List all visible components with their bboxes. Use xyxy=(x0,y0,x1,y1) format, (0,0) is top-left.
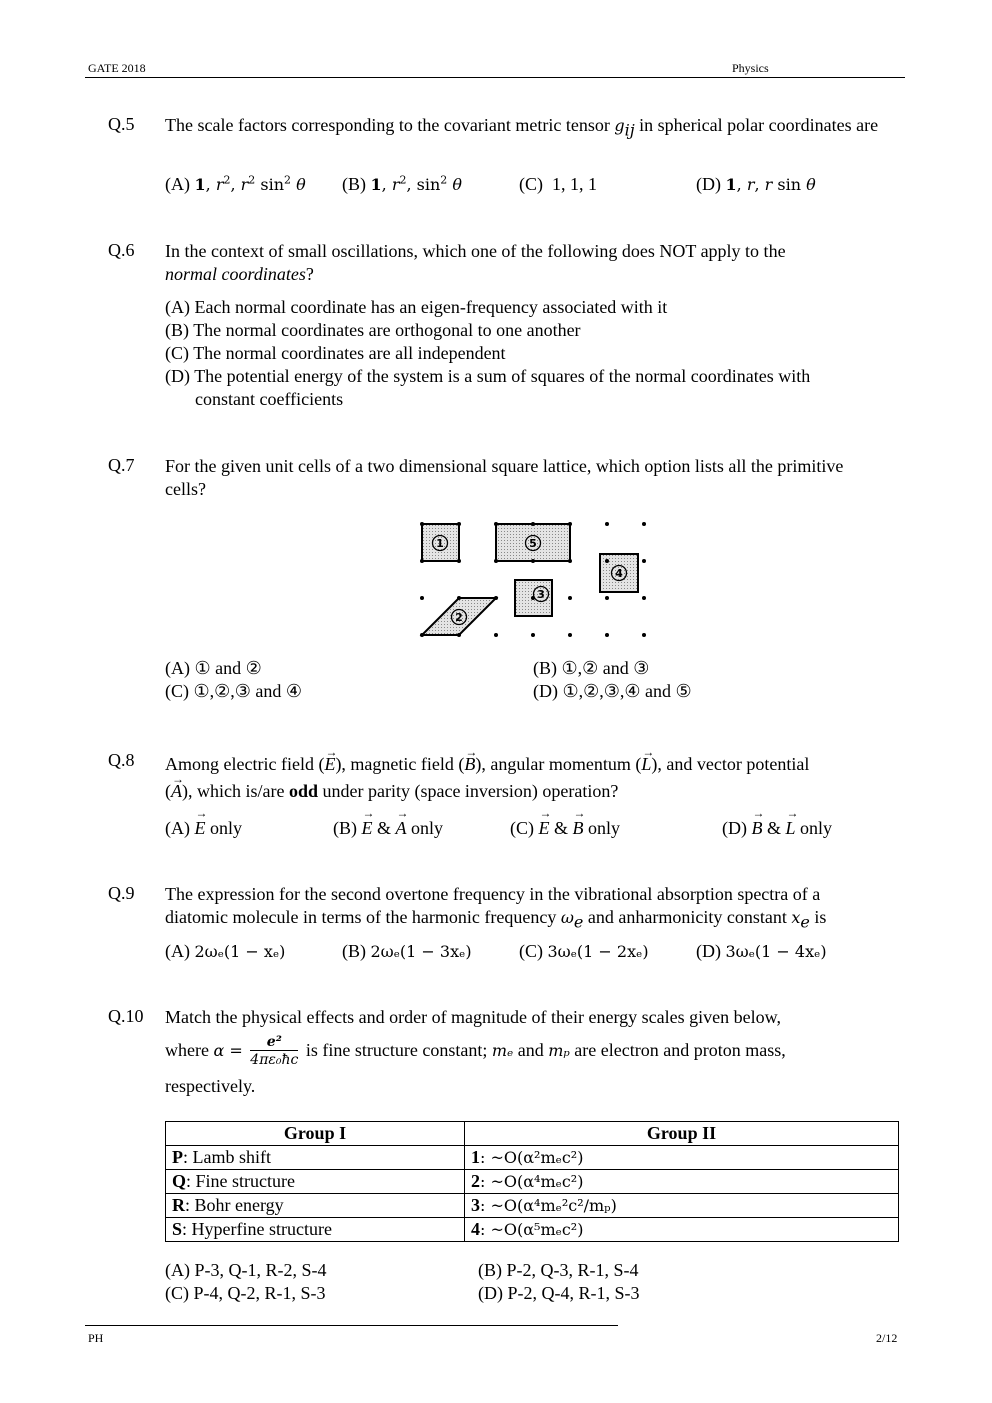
option-value: only xyxy=(406,818,444,838)
header-exam-title: GATE 2018 xyxy=(88,61,146,75)
header-rule xyxy=(85,77,905,78)
question-text-part: where xyxy=(165,1040,214,1060)
row-key: P xyxy=(172,1147,183,1167)
option-d[interactable] xyxy=(165,366,810,387)
question-text-part: The scale factors corresponding to the covariant metric tensor xyxy=(165,115,615,135)
option-a[interactable] xyxy=(165,297,667,318)
row-scale: : ~O(α⁴mₑc²) xyxy=(480,1172,584,1191)
option-value: only xyxy=(795,818,833,838)
option-label: (D) xyxy=(478,1283,503,1303)
question-text-part: ), and vector potential xyxy=(651,754,810,774)
question-text-part: ? xyxy=(305,264,314,284)
option-label: (D) xyxy=(722,818,747,838)
row-num: 1 xyxy=(471,1147,480,1167)
footer-paper-code: PH xyxy=(88,1331,104,1345)
option-value: only xyxy=(583,818,621,838)
question-text-part: Among electric field ( xyxy=(165,754,325,774)
option-value: 1, r, r sin θ xyxy=(725,175,816,194)
row-key: Q xyxy=(172,1171,187,1191)
option-value: 1, 1, 1 xyxy=(552,174,597,194)
option-c[interactable] xyxy=(165,1283,326,1304)
option-value: The potential energy of the system is a sum of squares of the normal coordinates with xyxy=(194,366,811,386)
math-symbol: mₚ xyxy=(548,1041,570,1060)
question-text-italic: normal coordinates xyxy=(165,264,306,284)
option-value: ① and ② xyxy=(194,658,262,678)
option-b[interactable] xyxy=(333,818,443,839)
math-symbol: g xyxy=(614,116,625,135)
math-symbol: mₑ xyxy=(491,1041,514,1060)
footer-rule xyxy=(85,1325,618,1326)
row-effect: : Fine structure xyxy=(186,1171,295,1191)
math-symbol: ω xyxy=(560,908,574,927)
cell-1-label: 1 xyxy=(436,537,444,550)
row-scale: : ~O(α⁴mₑ²c²/mₚ) xyxy=(480,1196,617,1215)
option-a[interactable] xyxy=(165,941,285,962)
row-scale: : ~O(α²mₑc²) xyxy=(480,1148,584,1167)
option-label: (B) xyxy=(165,320,189,340)
question-text-bold: odd xyxy=(288,781,318,801)
fraction xyxy=(250,1034,298,1069)
option-a[interactable] xyxy=(165,174,306,195)
option-label: (D) xyxy=(533,681,558,701)
question-text-part: In the context of small oscillations, which one of the following does NOT apply to the xyxy=(165,241,786,261)
question-text-part: and anharmonicity constant xyxy=(583,907,792,927)
option-label: (B) xyxy=(478,1260,502,1280)
option-b[interactable] xyxy=(533,658,649,679)
option-b[interactable] xyxy=(342,174,462,195)
option-value: & xyxy=(372,818,396,838)
question-text xyxy=(165,114,905,140)
question-text-part: is xyxy=(809,907,827,927)
row-effect: : Hyperfine structure xyxy=(182,1219,332,1239)
table-row xyxy=(166,1194,899,1218)
table-header-group-1: Group I xyxy=(166,1122,465,1146)
option-value: ①,② and ③ xyxy=(561,658,650,678)
option-b[interactable] xyxy=(165,320,581,341)
option-label: (C) xyxy=(165,681,189,701)
table-cell-effect xyxy=(166,1218,465,1242)
option-label: (D) xyxy=(696,174,721,194)
table-cell-scale xyxy=(465,1146,899,1170)
fraction-denominator: 4πε₀ħc xyxy=(250,1052,299,1069)
table-row xyxy=(166,1170,899,1194)
question-text: For the given unit cells of a two dimensional square lattice, which option lists all the primitive cells? xyxy=(165,456,844,499)
option-value: P-3, Q-1, R-2, S-4 xyxy=(194,1260,327,1280)
vector-e: → E xyxy=(362,818,373,839)
table-header-group-2: Group II xyxy=(465,1122,899,1146)
math-subscript: e xyxy=(573,912,584,932)
math-subscript: ij xyxy=(624,120,635,140)
option-value: P-2, Q-3, R-1, S-4 xyxy=(506,1260,639,1280)
option-label: (A) xyxy=(165,174,190,194)
row-effect: : Bohr energy xyxy=(185,1195,284,1215)
table-cell-scale xyxy=(465,1194,899,1218)
option-label: (C) xyxy=(165,1283,189,1303)
question-text xyxy=(165,883,905,932)
option-value: only xyxy=(205,818,243,838)
option-label: (B) xyxy=(342,174,366,194)
row-scale: : ~O(α⁵mₑc²) xyxy=(480,1220,584,1239)
option-a[interactable] xyxy=(165,818,242,839)
option-value: & xyxy=(762,818,786,838)
option-label: (D) xyxy=(165,366,190,386)
option-value: 2ωₑ(1 − xₑ) xyxy=(194,942,286,961)
table-cell-effect xyxy=(166,1170,465,1194)
question-text-part: are electron and proton mass, xyxy=(569,1040,786,1060)
option-c[interactable] xyxy=(165,681,302,702)
question-number: Q.7 xyxy=(108,455,135,475)
option-value: P-4, Q-2, R-1, S-3 xyxy=(193,1283,326,1303)
option-label: (B) xyxy=(333,818,357,838)
question-text-part: ), which is/are xyxy=(182,781,289,801)
vector-l: → L xyxy=(786,818,796,839)
vector-a: → A xyxy=(396,818,407,839)
option-value: ①,②,③,④ and ⑤ xyxy=(562,681,692,701)
question-text-line3: respectively. xyxy=(165,1076,256,1096)
vector-l: → L xyxy=(641,751,651,778)
option-label: (C) xyxy=(519,941,543,961)
question-number: Q.10 xyxy=(108,1006,144,1026)
row-num: 3 xyxy=(471,1195,480,1215)
option-b[interactable] xyxy=(342,941,472,962)
vector-a: → A xyxy=(171,778,182,805)
math-alpha: α = xyxy=(213,1041,243,1060)
option-label: (A) xyxy=(165,941,190,961)
vector-e: → E xyxy=(324,751,335,778)
option-a[interactable] xyxy=(165,658,262,679)
option-value: 1, $r^2$, $\sin^2 \theta$ xyxy=(370,173,463,194)
row-key: R xyxy=(172,1195,185,1215)
question-text xyxy=(165,751,905,805)
vector-e: → E xyxy=(195,818,206,839)
option-d[interactable] xyxy=(696,174,816,195)
cell-5-label: 5 xyxy=(529,537,537,550)
fraction-numerator: e² xyxy=(250,1034,298,1051)
option-label: (A) xyxy=(165,658,190,678)
vector-b: → B xyxy=(752,818,763,839)
option-d[interactable] xyxy=(533,681,692,702)
option-value: ①,②,③ and ④ xyxy=(193,681,303,701)
option-value: The normal coordinates are all independent xyxy=(193,343,506,363)
option-label: (C) xyxy=(519,174,543,194)
header-subject: Physics xyxy=(732,61,769,75)
cell-2-label: 2 xyxy=(455,611,463,624)
option-label: (C) xyxy=(510,818,534,838)
table-cell-scale xyxy=(465,1170,899,1194)
option-c[interactable] xyxy=(519,174,597,195)
question-text-part: ( xyxy=(165,781,171,801)
option-label: (A) xyxy=(165,297,190,317)
math-symbol: x xyxy=(791,908,801,927)
question-text xyxy=(165,240,905,286)
row-key: S xyxy=(172,1219,183,1239)
option-label: (C) xyxy=(165,343,189,363)
question-text-part: is fine structure constant; xyxy=(301,1040,492,1060)
option-label: (B) xyxy=(342,941,366,961)
option-label: (A) xyxy=(165,818,190,838)
match-table xyxy=(165,1121,899,1242)
option-value: & xyxy=(549,818,573,838)
option-value: 1, $r^2$, $r^2$ $\sin^2 \theta$ xyxy=(194,173,306,194)
option-d[interactable] xyxy=(478,1283,640,1304)
question-text-line2 xyxy=(165,1030,786,1071)
option-c[interactable] xyxy=(165,343,506,364)
question-text-part: ), magnetic field ( xyxy=(335,754,465,774)
question-number: Q.6 xyxy=(108,240,135,260)
math-subscript: e xyxy=(800,912,810,932)
question-text-part: in spherical polar coordinates are xyxy=(634,115,879,135)
question-text-line1: Match the physical effects and order of magnitude of their energy scales given below, xyxy=(165,1007,781,1027)
option-value: 2ωₑ(1 − 3xₑ) xyxy=(370,942,472,961)
question-text-part: and xyxy=(513,1040,549,1060)
option-label: (D) xyxy=(696,941,721,961)
table-cell-effect xyxy=(166,1146,465,1170)
question-text-part: under parity (space inversion) operation? xyxy=(318,781,619,801)
row-effect: : Lamb shift xyxy=(183,1147,271,1167)
option-c[interactable] xyxy=(519,941,649,962)
row-num: 2 xyxy=(471,1171,480,1191)
table-cell-scale xyxy=(465,1218,899,1242)
table-row xyxy=(166,1146,899,1170)
question-number: Q.8 xyxy=(108,750,135,770)
option-d[interactable] xyxy=(722,818,832,839)
question-text-part: The expression for the second overtone frequency in the vibrational absorption spectra of a xyxy=(165,884,821,904)
vector-b: → B xyxy=(573,818,584,839)
option-a[interactable] xyxy=(165,1260,327,1281)
option-value: 3ωₑ(1 − 2xₑ) xyxy=(547,942,649,961)
option-label: (B) xyxy=(533,658,557,678)
footer-page-number: 2/12 xyxy=(876,1331,898,1345)
question-text-part: ), angular momentum ( xyxy=(475,754,642,774)
option-value: The normal coordinates are orthogonal to one another xyxy=(193,320,581,340)
option-value: Each normal coordinate has an eigen-frequency associated with it xyxy=(194,297,668,317)
option-label: (A) xyxy=(165,1260,190,1280)
option-b[interactable] xyxy=(478,1260,639,1281)
question-text-part: diatomic molecule in terms of the harmonic frequency xyxy=(165,907,561,927)
cell-4-label: 4 xyxy=(615,567,623,580)
option-value: 3ωₑ(1 − 4xₑ) xyxy=(725,942,827,961)
row-num: 4 xyxy=(471,1219,480,1239)
vector-b: → B xyxy=(464,751,475,778)
table-cell-effect xyxy=(166,1194,465,1218)
option-value: P-2, Q-4, R-1, S-3 xyxy=(507,1283,640,1303)
option-c[interactable] xyxy=(510,818,620,839)
option-d[interactable] xyxy=(696,941,827,962)
table-row xyxy=(166,1218,899,1242)
option-d-continuation: constant coefficients xyxy=(195,389,344,409)
question-number: Q.5 xyxy=(108,114,135,134)
lattice-figure xyxy=(410,512,660,648)
vector-e: → E xyxy=(539,818,550,839)
cell-3-label: 3 xyxy=(537,588,545,601)
question-number: Q.9 xyxy=(108,883,135,903)
